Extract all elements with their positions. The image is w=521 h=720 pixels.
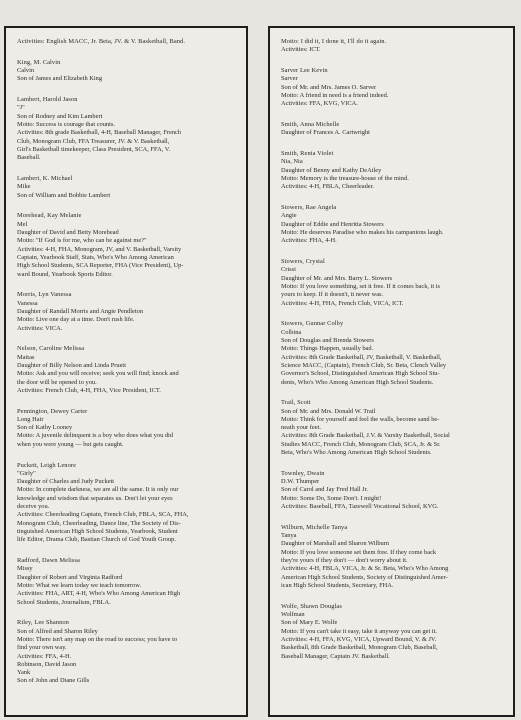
entry-line: Daughter of Charles and Judy Puckett (17, 478, 115, 486)
entry-first-line: Wilburn, Michelle Tanya (281, 523, 348, 531)
entry-line: Son of Mary E. Wolfe (281, 619, 338, 627)
entry-line: life Editor, Drama Club, Bastian Church of God Youth Group. (17, 536, 176, 544)
entry-line: Motto: Live one day at a time. Don't rush life. (17, 316, 135, 324)
entry-line: Captain, Yearbook Staff, Stats, Who's Who Among American (17, 253, 174, 261)
entry-line: Beta, Who's Who Among American High School Students. (281, 449, 432, 457)
entry-first-line: Motto: I did it, I done it, I'll do it again. (281, 38, 387, 45)
entry-line: knowledge and wisdom that separates us. Don't let your eyes (17, 494, 173, 502)
senior-entry (17, 408, 237, 449)
entry-line: Activities: 4-H, FBLA, VICA, Jr. & Sr. Beta, Who's Who Among (281, 565, 449, 573)
entry-line: Science MACC, (Captain), French Club, Sr. Beta, Clench Valley (281, 361, 447, 369)
entry-line: D.W. Thumper (281, 478, 320, 486)
senior-entry (17, 96, 237, 162)
entry-line: Mel (17, 220, 28, 228)
entry-line: Baseball Manager, Captain JV. Basketball. (281, 652, 390, 660)
entry-line: ican High School Students, Secretary, FHA. (281, 581, 394, 589)
entry-line: Mattas (17, 353, 35, 361)
entry-line: Angie (281, 212, 297, 220)
entry-line: Vanessa (17, 299, 38, 307)
entry-line: Colbina (281, 328, 302, 336)
senior-entry (281, 121, 504, 138)
entry-line: Monogram Club, Cheerleading, Dance line, The Society of Dis- (17, 519, 181, 527)
entry-line: Activities: 4-H, FBLA, Cheerleader. (281, 183, 374, 191)
entry-line: deceive you. (17, 503, 50, 511)
entry-line: Activities: 4-H, FHA, Monogram, JV, and V. Basketball, Varsity (17, 245, 182, 253)
entry-line: find your own way. (17, 644, 67, 652)
entry-line: Activities: FFA, KVG, VICA. (281, 100, 358, 108)
entry-first-line: King, M. Calvin (17, 58, 61, 66)
entry-first-line: Puckett, Leigh Lenore (17, 461, 77, 469)
senior-entry (17, 38, 237, 46)
entry-line: Motto: There isn't any map on the road to success; you have to (17, 635, 178, 643)
entry-line: Daughter of Billy Nelson and Linda Pruett (17, 361, 126, 369)
entry-line: High School Students, SCA Reporter, FHA (Vice President), Up- (17, 262, 184, 270)
entry-line: Activities: French Club, 4-H, FHA, Vice President, ICT. (17, 386, 161, 394)
entry-line: Daughter of Frances A. Cartwright (281, 129, 370, 137)
entry-line: School Students, Journalism, FBLA. (17, 598, 111, 606)
entry-line: Motto: Think for yourself and feel the walls, become sand be- (281, 415, 440, 423)
entry-line: Governor's School, Distinguished American High School Stu- (281, 370, 440, 378)
right-column (268, 26, 515, 717)
entry-line: Activities: 8th Grade Basketball, JV, Basketball, V. Basketball, (281, 353, 442, 361)
entry-line: Son of James and Elizabeth King (17, 75, 103, 83)
entry-line: "Girly" (17, 469, 36, 477)
entry-line: Yank (17, 669, 31, 677)
senior-entry (17, 175, 237, 200)
senior-entry (281, 399, 504, 457)
entry-line: Motto: Some Do, Some Don't. I might! (281, 494, 382, 502)
entry-line: Motto: Ask and you will receive; seek you will find; knock and (17, 370, 179, 378)
senior-entry (17, 212, 237, 278)
entry-line: Wolfman (281, 611, 305, 619)
entry-line: Activities: ICT. (281, 46, 321, 54)
entry-first-line: Pennington, Dewey Carter (17, 407, 88, 415)
entry-line: Studies MACC, French Club, Monogram Club, SCA, Jr. & Sr. (281, 440, 441, 448)
entry-line: Nia, Nia (281, 158, 303, 166)
entry-line: Activities: Cheerleading Captain, French Club, FBLA, SCA, FHA, (17, 511, 189, 519)
entry-line: Long Hair (17, 415, 44, 423)
entry-line: Motto: If you love someone set them free. If they come back (281, 548, 437, 556)
entry-line: Girl's Basketball timekeeper, Class President, SCA, FFA, V. (17, 145, 171, 153)
entry-first-line: Morris, Lyn Vanessa (17, 291, 72, 299)
entry-line: Missy (17, 565, 33, 573)
entry-line: Activities: 4-H, FHA, French Club, VICA, ICT. (281, 299, 404, 307)
entry-line: "J" (17, 104, 25, 112)
senior-entry (17, 345, 237, 395)
entry-line: Motto: In complete darkness, we are all the same. It is only our (17, 486, 179, 494)
senior-entry (281, 524, 504, 590)
entry-line: American High School Students, Society of Distinguished Amer- (281, 573, 448, 581)
entry-line: Daughter of Eddie and Henritta Stowers (281, 220, 384, 228)
entry-line: yours to keep. If it doesn't, it never was. (281, 291, 384, 299)
entry-line: dents, Who's Who Among American High School Students. (281, 378, 434, 386)
entry-line: Crissi (281, 266, 296, 274)
entry-line: Motto: Things Happen, usually bad. (281, 345, 374, 353)
senior-entry (17, 462, 237, 545)
entry-line: Son of Kathy Looney (17, 424, 73, 432)
entry-line: Activities: Baseball, FFA, Tazewell Vocational School, KVG. (281, 503, 439, 511)
senior-entry (281, 67, 504, 108)
entry-line: Sarver (281, 75, 298, 83)
entry-first-line: Townley, Dwain (281, 469, 325, 477)
entry-first-line: Nelson, Caroline Melissa (17, 345, 85, 353)
entry-line: Motto: Memory is the treasure-house of the mind. (281, 175, 409, 183)
entry-line: neath your feet. (281, 424, 321, 432)
entry-line: ward Bound, Yearbook Sports Editor. (17, 270, 113, 278)
entry-line: the door will be opened to you. (17, 378, 97, 386)
entry-first-line: Lambert, Harold Jason (17, 96, 78, 104)
entry-first-line: Morehead, Kay Melanie (17, 212, 82, 220)
left-column (4, 26, 248, 717)
entry-line: Motto: Success is courage that counts. (17, 121, 115, 129)
entry-line: Son of Mr. and Mrs. Donald W. Trail (281, 407, 376, 415)
entry-line: Activities: 4-H, FFA, KVG, VICA, Upward Bound, V. & JV. (281, 635, 437, 643)
entry-line: Son of Carol and Jay Fred Hall Jr. (281, 486, 368, 494)
entry-line: Motto: A juvenile delinquent is a boy who does what you did (17, 432, 174, 440)
entry-line: Daughter of Marshall and Sharon Wilburn (281, 540, 390, 548)
entry-line: Mike (17, 183, 31, 191)
senior-entry (281, 38, 504, 55)
entry-line: Motto: He deserves Paradise who makes his campanions laugh. (281, 229, 444, 237)
senior-entry (281, 603, 504, 661)
senior-entry (17, 619, 237, 685)
entry-line: Son of Mr. and Mrs. James O. Sarver (281, 83, 377, 91)
entry-line: Son of John and Diane Gills (17, 677, 90, 685)
entry-line: Motto: "If God is for me, who can be against me?" (17, 237, 147, 245)
entry-first-line: Trail, Scott (281, 399, 311, 407)
entry-line: Activities: FHA, 4-H. (281, 237, 337, 245)
entry-line: Activities: 8th Grade Basketball, J.V. & Varsity Basketball, Social (281, 432, 450, 440)
entry-line: Son of Alfred and Sharon Riley (17, 627, 98, 635)
entry-line: Club, Monogram Club, FFA Treasurer, JV. & V. Basketball, (17, 137, 170, 145)
senior-entry (281, 470, 504, 511)
entry-first-line: Riley, Lee Shannon (17, 619, 69, 627)
entry-line: Activities: VICA. (17, 324, 63, 332)
entry-line: Activities: 8th grade Basketball, 4-H, Baseball Manager, French (17, 129, 182, 137)
entry-line: Basketball, 8th Grade Basketball, Monogram Club, Baseball, (281, 644, 438, 652)
senior-entry (281, 204, 504, 245)
entry-line: they're yours if they don't — don't worry about it. (281, 557, 408, 565)
senior-entry (281, 150, 504, 191)
entry-line: tinguished American High School Students, Yearbook, Student (17, 527, 178, 535)
entry-line: Activities: FFA, 4-H. (17, 652, 72, 660)
entry-line: Tanya (281, 532, 297, 540)
entry-first-line: Wolfe, Shawn Douglas (281, 602, 342, 610)
entry-line: Robinson, David Jason (17, 660, 77, 668)
entry-line: Daughter of Benny and Kathy DeAtley (281, 166, 382, 174)
entry-line: Son of Douglas and Brenda Stowers (281, 337, 374, 345)
entry-line: Daughter of Robert and Virginia Radford (17, 573, 123, 581)
entry-line: Daughter of Mr. and Mrs. Barry L. Stowers (281, 274, 393, 282)
entry-first-line: Stowers, Crystal (281, 258, 325, 266)
entry-line: Son of William and Bobbie Lambert (17, 191, 111, 199)
entry-first-line: Stowers, Rae Angela (281, 204, 337, 212)
entry-line: Motto: What we learn today we teach tomorrow. (17, 581, 142, 589)
entry-first-line: Activities: English MACC, Jr. Beta, JV. & V. Basketball, Band. (17, 38, 186, 45)
senior-entry (17, 291, 237, 332)
senior-entry (281, 258, 504, 308)
senior-entry (17, 59, 237, 84)
entry-first-line: Smith, Renia Violet (281, 150, 334, 158)
senior-entry (281, 320, 504, 386)
entry-first-line: Stowers, Gunnar Colby (281, 320, 344, 328)
entry-first-line: Smith, Anna Michelle (281, 121, 340, 129)
entry-line: Motto: If you love something, set it free. If it comes back, it is (281, 283, 441, 291)
entry-line: Daughter of Randall Morris and Angie Pendleton (17, 307, 144, 315)
entry-first-line: Lambert, K. Michael (17, 175, 73, 183)
entry-line: Daughter of David and Betty Morehead (17, 229, 119, 237)
entry-line: when you were young — but gets caught. (17, 440, 124, 448)
entry-line: Motto: If you can't take it easy, take it anyway you can get it. (281, 627, 438, 635)
entry-line: Baseball. (17, 154, 41, 162)
entry-line: Activities: FHA, ART, 4-H, Who's Who Among American High (17, 590, 181, 598)
entry-first-line: Radford, Dawn Melissa (17, 557, 80, 565)
entry-line: Son of Rodney and Kim Lambert (17, 112, 103, 120)
entry-first-line: Sarver Lee Kevin (281, 67, 328, 75)
senior-entry (17, 557, 237, 607)
entry-line: Motto: A friend in need is a friend indeed. (281, 91, 389, 99)
entry-line: Calvin (17, 67, 35, 75)
